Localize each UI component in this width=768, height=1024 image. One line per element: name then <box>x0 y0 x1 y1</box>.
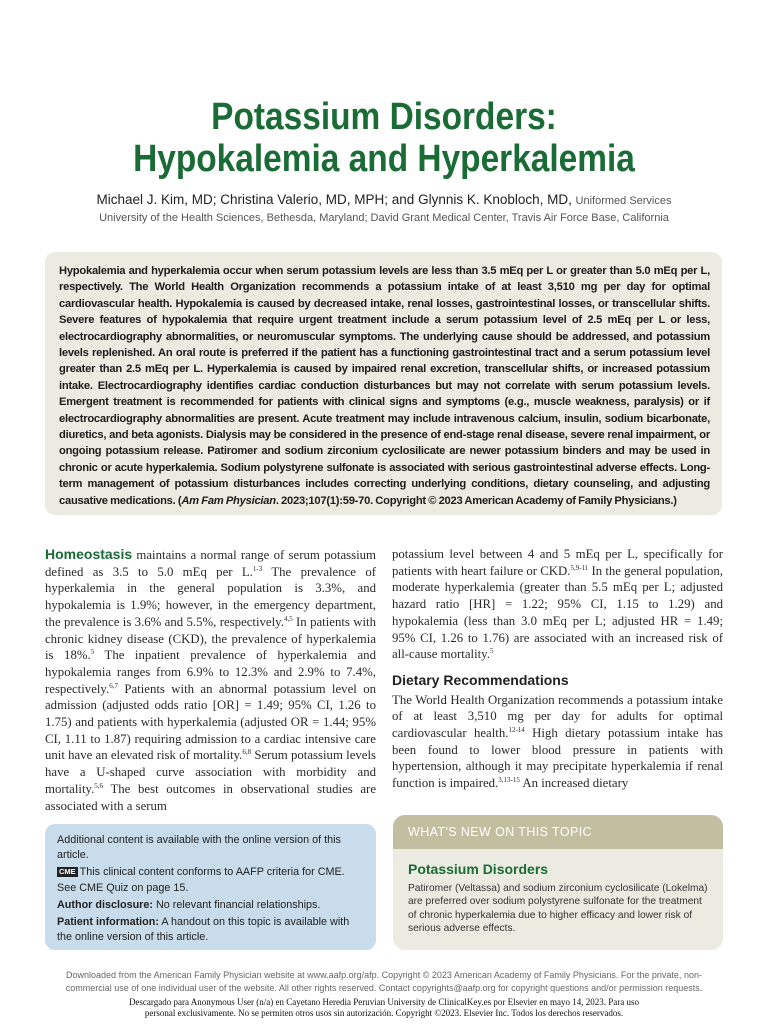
journal-name: Am Fam Physician <box>181 494 276 507</box>
body-text: In the general population, moderate hyperkalemia (greater than 5.5 mEq per L; adjusted hazard ratio [HR] = 1.22; 95% CI, 1.15 to 1.29) and hypokalemia (less than 3.0 mEq per L; adjusted HR = 1.49; 95% CI, 1.26 to 1.76) are associated with an increased risk of all-cause mortality. <box>392 563 723 662</box>
paragraph <box>392 692 723 792</box>
body-text: The World Health Organization recommends a potassium intake of at least 3,510 mg per day for adults for optimal cardiovascular health. <box>392 692 723 741</box>
patient-information <box>57 915 364 945</box>
disclosure-text: No relevant financial relationships. <box>152 898 321 911</box>
reference-superscript: 4,5 <box>283 614 293 623</box>
title-line-2: Hypokalemia and Hyperkalemia <box>133 138 635 180</box>
reference-superscript: 5,6 <box>94 781 104 790</box>
affiliation-line-2: University of the Health Sciences, Bethesda, Maryland; David Grant Medical Center, Travis Air Force Base, California <box>99 212 669 224</box>
whats-new-box <box>393 815 723 950</box>
footer-line: Descargado para Anonymous User (n/a) en Cayetano Heredia Peruvian University de ClinicalKey.es por Elsevier en mayo 14, 2023. Para uso <box>128 997 640 1007</box>
abstract-text: Hypokalemia and hyperkalemia occur when serum potassium levels are less than 3.5 mEq per L or greater than 5.0 mEq per L, respectively. The World Health Organization recommends a potassium intake of at least 3,510 mg per day for optimal cardiovascular health. Hypokalemia is caused by decreased intake, renal losses, gastrointestinal losses, or transcellular shifts. Severe features of hypokalemia that require urgent treatment include a serum potassium level of 2.5 mEq per L or less, electrocardiography abnormalities, or neuromuscular symptoms. The underlying cause should be addressed, and potassium levels replenished. An oral route is preferred if the patient has a functioning gastrointestinal tract and a serum potassium level greater than 2.5 mEq per L. Hyperkalemia is caused by impaired renal excretion, transcellular shifts, or increased potassium intake. Electrocardiography identifies cardiac conduction disturbances but may not correlate with serum potassium levels. Emergent treatment is recommended for patients with clinical signs and symptoms (e.g., muscle weakness, paralysis) or if electrocardiography abnormalities are present. Acute treatment may include intravenous calcium, insulin, sodium bicarbonate, diuretics, and beta agonists. Dialysis may be considered in the presence of end-stage renal disease, severe renal impairment, or ongoing potassium release. Patiromer and sodium zirconium cyclosilicate are newer potassium binders and may be used in chronic or acute hyperkalemia. Sodium polystyrene sulfonate is associated with serious gastrointestinal adverse effects. Long-term management of potassium disturbances includes correcting underlying conditions, dietary counseling, and adjusting causative medications. ( <box>59 265 710 507</box>
left-column <box>45 546 376 814</box>
footer-line: personal exclusivamente. No se permiten otros usos sin autorización. Copyright ©2023. Elsevier Inc. Todos los derechos reservados. <box>144 1008 624 1018</box>
patient-label: Patient information: <box>57 916 159 929</box>
cme-badge: CME <box>59 867 76 877</box>
patient-text: A handout on this topic is available with the online version of this article. <box>57 916 350 944</box>
body-text: The best outcomes in observational studies are associated with a serum <box>45 781 376 813</box>
reference-superscript: 5,9-11 <box>570 563 589 572</box>
affiliation-start: Uniformed Services <box>575 195 672 207</box>
disclosure-label: Author disclosure: <box>57 898 153 911</box>
reference-superscript: 5 <box>90 648 95 657</box>
info-box <box>45 824 376 950</box>
body-text: The inpatient prevalence of hyperkalemia and hypokalemia ranges from 6.9% to 12.3% and 2.9% to 7.4%, respectively. <box>45 648 376 696</box>
body-text: Serum potassium levels have a U-shaped curve association with morbidity and mortality. <box>45 748 376 796</box>
body-text: An increased dietary <box>519 776 629 791</box>
body-text: The prevalence of hyperkalemia in the general population is 3.3%, and hypokalemia is 1.9%; however, in the emergency department, the prevalence is 3.6% and 5.5%, respectively. <box>45 564 376 629</box>
reference-superscript: 5 <box>489 647 494 656</box>
right-column <box>392 546 723 792</box>
reference-superscript: 1-3 <box>252 564 263 573</box>
paragraph <box>392 546 723 663</box>
reference-superscript: 3,13-15 <box>498 776 520 785</box>
online-content-note: Additional content is available with the online version of this article. <box>57 834 341 862</box>
author-disclosure <box>57 898 364 913</box>
download-notice <box>0 997 768 1019</box>
body-text: In patients with chronic kidney disease (CKD), the prevalence of hyperkalemia is 18%. <box>45 614 376 663</box>
abstract-citation: . 2023;107(1):59-70. Copyright © 2023 American Academy of Family Physicians.) <box>275 494 677 507</box>
footer-line: commercial use of one individual user of the website. All other rights reserved. Contact copyrights@aafp.org for copyright questions and/or permission requests. <box>65 982 703 993</box>
article-title <box>46 96 722 180</box>
body-text: potassium level between 4 and 5 mEq per L, specifically for patients with heart failure or CKD. <box>392 547 723 578</box>
author-names: Michael J. Kim, MD; Christina Valerio, MD, MPH; and Glynnis K. Knobloch, MD, <box>96 192 572 207</box>
author-block <box>0 191 768 227</box>
whats-new-header: WHAT'S NEW ON THIS TOPIC <box>393 815 723 849</box>
cme-text: This clinical content conforms to AAFP criteria for CME. See CME Quiz on page 15. <box>57 866 345 894</box>
whats-new-body: Patiromer (Veltassa) and sodium zirconium cyclosilicate (Lokelma) are preferred over sodium polystyrene sulfonate for the treatment of chronic hyperkalemia due to higher efficacy and lower risk of serious adverse effects. <box>408 883 708 935</box>
reference-superscript: 12-14 <box>508 726 525 735</box>
reference-superscript: 6,7 <box>109 681 118 690</box>
lead-word: Homeostasis <box>45 546 133 562</box>
footer-line: Downloaded from the American Family Physician website at www.aafp.org/afp. Copyright © 2023 American Academy of Family Physicians. For the private, non- <box>66 970 702 980</box>
body-text: maintains a normal range of serum potassium defined as 3.5 to 5.0 mEq per L. <box>45 548 376 579</box>
copyright-footer <box>0 969 768 994</box>
title-line-1: Potassium Disorders: <box>211 96 557 138</box>
abstract-box <box>45 252 722 515</box>
section-heading: Dietary Recommendations <box>392 671 569 688</box>
body-text: High dietary potassium intake has been found to lower blood pressure in patients with hypertension, although it may precipitate hyperkalemia if renal function is impaired. <box>392 726 723 791</box>
whats-new-title: Potassium Disorders <box>408 861 549 877</box>
body-text: Patients with an abnormal potassium level on admission (adjusted odds ratio [OR] = 1.49; 95% CI, 1.26 to 1.75) and patients with hyperkalemia (adjusted OR = 1.44; 95% CI, 1.11 to 1.87) requiring admission to a cardiac intensive care unit have an elevated risk of mortality. <box>45 681 376 763</box>
cme-note <box>57 865 364 895</box>
reference-superscript: 6,8 <box>242 748 252 757</box>
